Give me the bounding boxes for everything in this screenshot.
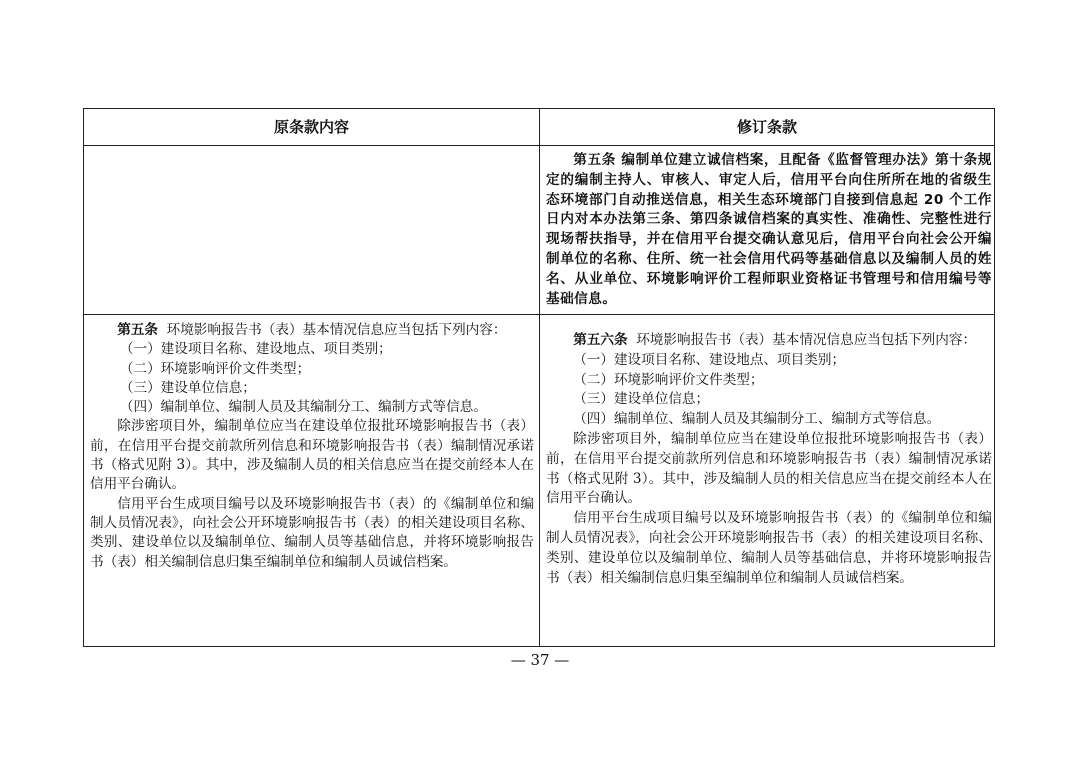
revised-article-56-label: 第五六条 — [573, 332, 628, 348]
row1-revised-cell — [546, 151, 992, 309]
original-paragraph-1: 除涉密项目外，编制单位应当在建设单位报批环境影响报告书（表）前，在信用平台提交前款所列信息和环境影响报告书（表）编制情况承诺书（格式见附 3）。其中，涉及编制人员的相关信息应当在提交前经本人在信用平台确认。 — [90, 418, 534, 493]
revised-paragraph-2: 信用平台生成项目编号以及环境影响报告书（表）的《编制单位和编制人员情况表》，向社会公开环境影响报告书（表）的相关建设项目名称、类别、建设单位以及编制单位、编制人员等基础信息，并将环境影响报告书（表）相关编制信息归集至编制单位和编制人员诚信档案。 — [546, 510, 992, 586]
revised-item-1: （一）建设项目名称、建设地点、项目类别； — [573, 351, 846, 368]
original-paragraph-2: 信用平台生成项目编号以及环境影响报告书（表）的《编制单位和编制人员情况表》，向社会公开环境影响报告书（表）的相关建设项目名称、类别、建设单位以及编制单位、编制人员等基础信息，并将环境影响报告书（表）相关编制信息归集至编制单位和编制人员诚信档案。 — [90, 495, 534, 570]
revised-item-4: （四）编制单位、编制人员及其编制分工、编制方式等信息。 — [573, 411, 941, 428]
column-divider — [539, 109, 540, 646]
revised-article-5-label: 第五条 — [573, 152, 616, 168]
original-article-5-label: 第五条 — [117, 322, 158, 338]
original-article-5-intro — [90, 321, 534, 340]
page-number: — 37 — — [510, 651, 570, 669]
row-divider — [84, 314, 994, 315]
revised-item-2: （二）环境影响评价文件类型； — [573, 371, 764, 388]
original-item-1: （一）建设项目名称、建设地点、项目类别； — [119, 341, 392, 358]
revised-article-56-intro — [546, 331, 992, 351]
header-revised: 修订条款 — [736, 118, 797, 136]
revised-article-5-paragraph — [546, 151, 992, 309]
revised-item-3: （三）建设单位信息； — [573, 391, 710, 408]
row2-original-cell — [90, 321, 534, 572]
comparison-table — [83, 108, 995, 647]
revised-article-56-intro-text: 环境影响报告书（表）基本情况信息应当包括下列内容： — [636, 332, 977, 348]
revised-paragraph-1: 除涉密项目外，编制单位应当在建设单位报批环境影响报告书（表）前，在信用平台提交前款所列信息和环境影响报告书（表）编制情况承诺书（格式见附 3）。其中，涉及编制人员的相关信息应当在提交前经本人在信用平台确认。 — [546, 430, 992, 507]
row2-revised-cell — [546, 331, 992, 588]
original-item-3: （三）建设单位信息； — [119, 379, 256, 396]
original-item-2: （二）环境影响评价文件类型； — [119, 360, 311, 377]
header-original: 原条款内容 — [273, 118, 349, 136]
original-item-4: （四）编制单位、编制人员及其编制分工、编制方式等信息。 — [119, 399, 487, 416]
header-divider — [84, 145, 994, 146]
original-article-5-intro-text: 环境影响报告书（表）基本情况信息应当包括下列内容： — [166, 322, 507, 338]
revised-article-5-text: 编制单位建立诚信档案，且配备《监督管理办法》第十条规定的编制主持人、审核人、审定人后，信用平台向住所所在地的省级生态环境部门自动推送信息，相关生态环境部门自接到信息起 20 个工作日内对本办法第三条、第四条诚信档案的真实性、准确性、完整性进行现场帮扶指导，并在信用平台提交确认意见后，信用平台向社会公开编制单位的名称、住所、统一社会信用代码等基础信息以及编制人员的姓名、从业单位、环境影响评价工程师职业资格证书管理号和信用编号等基础信息。 — [546, 152, 993, 307]
